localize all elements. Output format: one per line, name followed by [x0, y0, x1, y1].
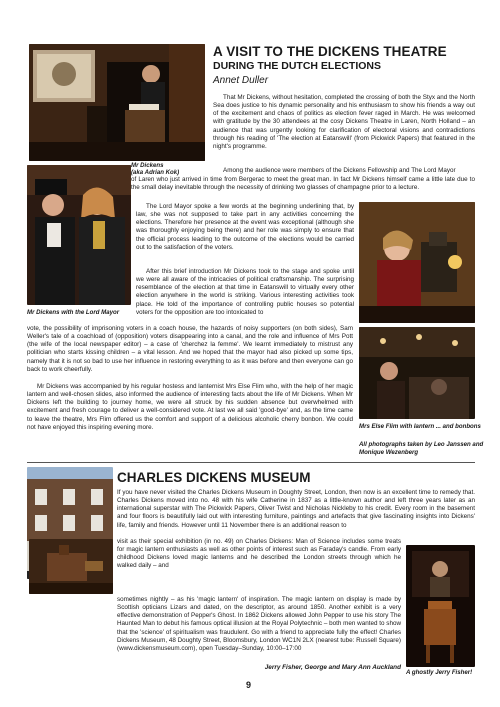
paragraph-members-b [131, 176, 475, 192]
photo-ghostly-jerry-image [406, 545, 475, 667]
museum-paragraph-c [117, 596, 401, 653]
museum-signoff: Jerry Fisher, George and Mary Ann Auckland [264, 664, 401, 671]
photo-credit [359, 441, 489, 456]
photo-dickens-lord-mayor-image [27, 165, 131, 305]
paragraph-mayor-text: The Lord Mayor spoke a few words at the beginning underlining that, by law, she was not supposed to take part in any activities concerning the elections. Therefore her presence at the event was exceptional (although she was thoroughly enjoying being there) and her role was simply to ensure that the official process leading to the outcome of the elections would be carried out to the satisfaction of the voters. [136, 203, 354, 251]
photo-else-flim [359, 327, 475, 419]
paragraph-stage-text: After this brief introduction Mr Dickens took to the stage and spoke until we were all aware of the intricacies of political craftsmanship. The surprising resemblance of the election at that time in Eatanswill to virtually every other election anywhere in the world is striking. Various interesting activities took place. He told of the importance of controlling public houses so potential voters for the opposition are too intoxicated to [136, 268, 354, 316]
photo-magic-lantern-exhibit [29, 539, 113, 594]
caption-lantern: Mrs Else Flim with lantern ... and bonbons [359, 423, 481, 430]
paragraph-stage [136, 268, 354, 317]
photo-dickens-reading-image [29, 44, 205, 161]
photo-else-flim-image [359, 327, 475, 419]
museum-paragraph-a-text: If you have never visited the Charles Dickens Museum in Doughty Street, London, then now is an excellent time to remedy that. Charles Dickens moved into no. 48 with his wife Catherine in 1837 as a little-known author and left three years later as an international superstar with The Pickwick Papers, Oliver Twist and Nicholas Nickleby to his credit. Every room in the basement and four floors is beautifully laid out with interesting furniture, paintings and artefacts that give fascinating insights into Dickens' life, family and friends. However until 11 November there is an additional reason to [117, 489, 475, 529]
paragraph-intro-text: That Mr Dickens, without hesitation, completed the crossing of both the Styx and the North Sea does justice to his dynamic personality and his enthusiasm to show his friends a way out of the excitement and chaos of politics as election fever raged in March. He was welcomed with gratitude by the 30 attendees at the cosy Dickens Theatre in Laren, North Holland – an audience that was urgently looking for clarification of electoral visions and contradictions through his reading of 'The election at Eatanswill' (from Pickwick Papers) that featured in the night's programme. [213, 94, 475, 150]
photo-magic-lantern-exhibit-image [29, 539, 113, 594]
page-number: 9 [246, 680, 252, 690]
paragraph-intro [213, 94, 475, 151]
photo-lantern-show-image [359, 202, 475, 323]
paragraph-flim [27, 383, 353, 432]
section-divider [27, 462, 475, 463]
article-title: A VISIT TO THE DICKENS THEATRE [213, 44, 447, 59]
photo-credit-line1: All photographs taken by Leo Janssen and [359, 441, 484, 448]
photo-ghostly-jerry [406, 545, 475, 667]
article-subtitle: DURING THE DUTCH ELECTIONS [213, 60, 381, 72]
photo-credit-line2: Monique Wezenberg [359, 448, 419, 456]
caption-dickens [131, 162, 221, 176]
caption-dickens-line2: (aka Adrian Kok) [131, 169, 180, 176]
caption-ghost: A ghostly Jerry Fisher! [406, 669, 473, 676]
photo-dickens-reading [29, 44, 205, 161]
photo-lantern-show [359, 202, 475, 323]
museum-paragraph-b-text: visit as their special exhibition (in no. 49) on Charles Dickens: Man of Science includes some treats for magic lantern enthusiasts as well as other points of interest such as Faraday's candle. From early childhood Dickens loved magic lanterns and he described the London streets through which he walked daily – and [117, 538, 401, 570]
paragraph-members-b-text: of Laren who just arrived in time from Bergerac to meet the great man. In fact Mr Dickens himself came a little late due to the small delay inevitable through the necessity of drinking two glasses of champagne prior to a lecture. [131, 176, 475, 192]
museum-paragraph-a [117, 489, 475, 530]
paragraph-flim-text: Mr Dickens was accompanied by his regular hostess and lanternist Mrs Else Flim who, with the help of her magic lantern and well-chosen slides, also informed the audience of interesting facts about the life of Mr Dickens. When Mr Dickens left the building to journey home, we were all struck by his sudden absence but overwhelmed with excitement and fresh courage to deliver a well-considered vote. At last we all said 'good-bye' and, as the time came to leave the theatre, Mrs Flim offered us the comfort and support of a delicious alcoholic cherry bonbon. We could not have enjoyed this inspiring evening more. [27, 383, 353, 431]
paragraph-vote [27, 325, 353, 374]
paragraph-members-a-text: Among the audience were members of the Dickens Fellowship and The Lord Mayor [223, 167, 456, 174]
museum-title: CHARLES DICKENS MUSEUM [117, 470, 311, 485]
museum-paragraph-c-text: sometimes nightly – as his 'magic lantern' of inspiration. The magic lantern on display is made by Scottish opticians Lizars and dated, on the descriptor, as around 1850. Another exhibit is a very effective demonstration of Pepper's Ghost. In 1862 Dickens allowed John Pepper to use his story The Haunted Man to debut his famous optical illusion at the Royal Polytechnic – both men wanted to show that the 'science' of spiritualism was fraudulent. Go with a friend to appreciate fully the effect! Charles Dickens Museum, 48 Doughty Street, Bloomsbury, London WC1N 2LX (nearest tube: Russell Square) (www.dickensmuseum.com), open Tuesday–Sunday, 10:00–17:00 [117, 596, 401, 652]
paragraph-vote-text: vote, the possibility of imprisoning voters in a coach house, the hazards of noisy supporters (on both sides), Sam Weller's tale of a coachload of (opposition) voters disappearing into a canal, and the role and influence of Mrs Pott (the wife of the local newspaper editor) – a case of 'cherchez la femme'. We learnt immediately to mistrust any politician who starts kissing children – a vital lesson. And we hoped that the mayor had also picked up some tips, namely that it is not so bad to use her influence in restoring everything to as it was before and then everyone can go back to work cheerfully. [27, 325, 353, 373]
paragraph-mayor [136, 203, 354, 252]
caption-dickens-line1: Mr Dickens [131, 162, 164, 169]
article-byline: Annet Duller [213, 75, 269, 86]
museum-paragraph-b [117, 538, 401, 571]
photo-dickens-lord-mayor [27, 165, 131, 305]
paragraph-members-a [213, 167, 475, 175]
caption-mayor: Mr Dickens with the Lord Mayor [27, 309, 120, 316]
